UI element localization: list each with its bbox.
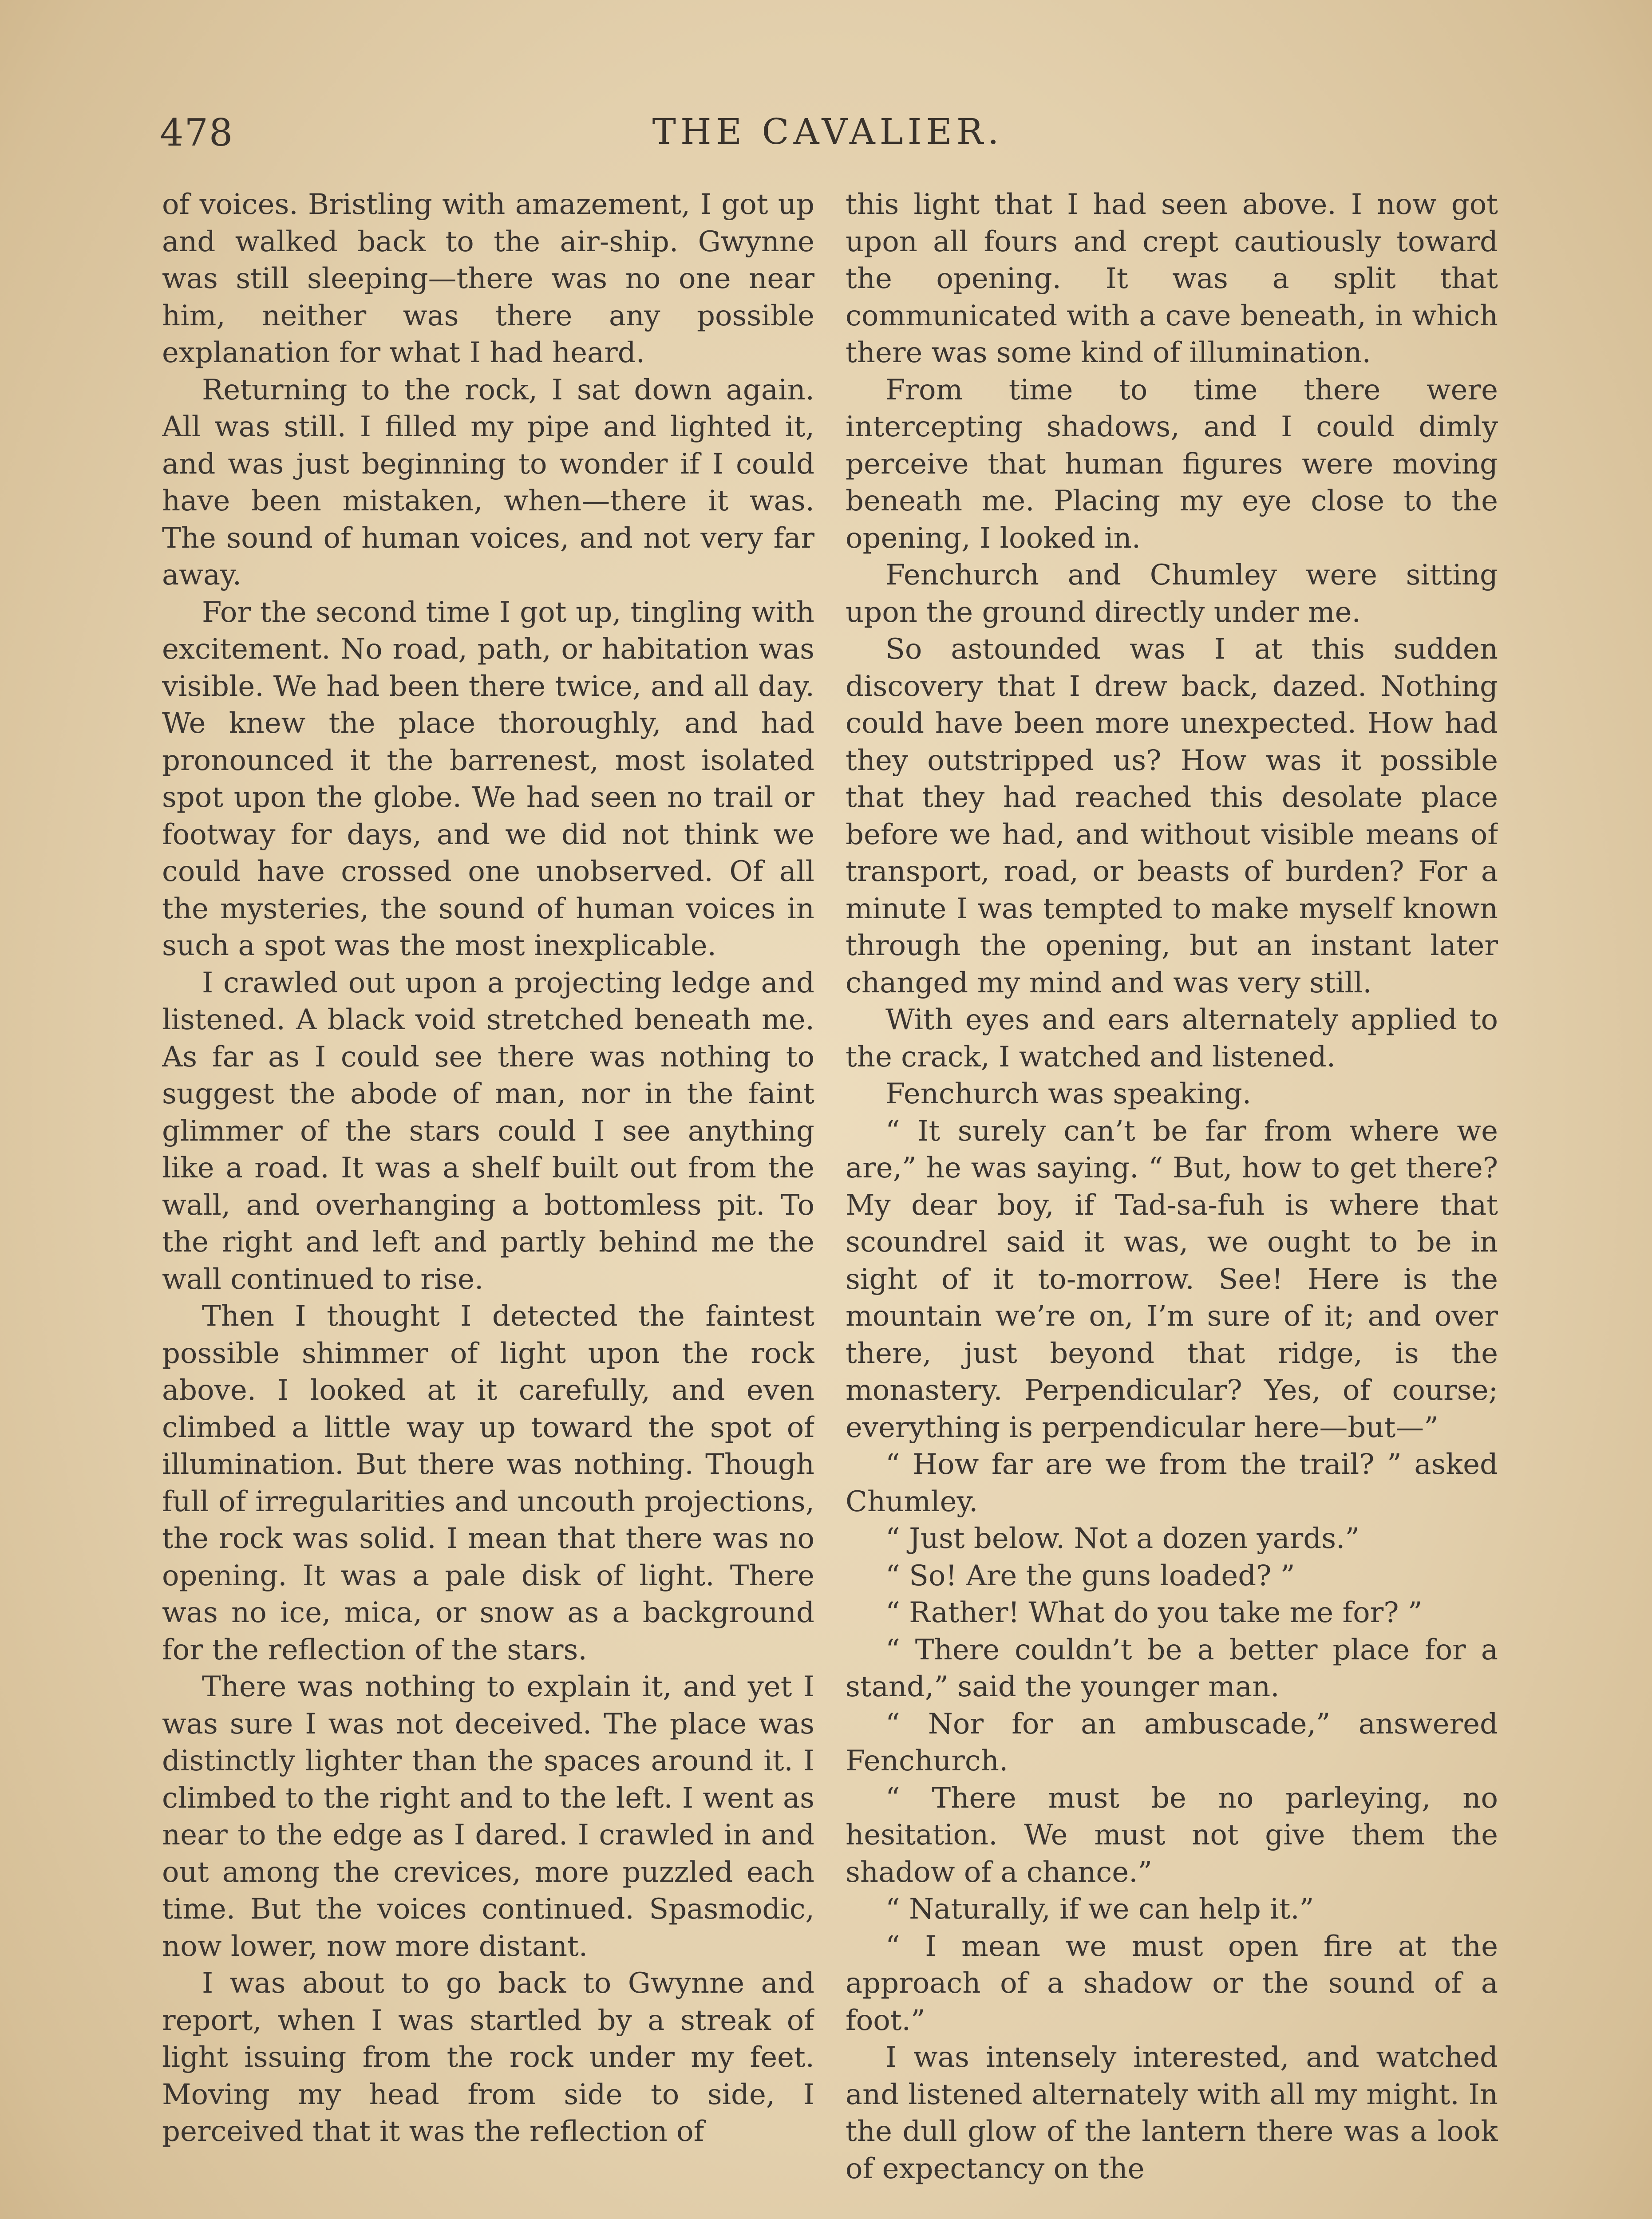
paragraph: “ I mean we must open fire at the approach of a shadow or the sound of a foot.” bbox=[846, 1930, 1498, 2037]
left-column bbox=[162, 186, 814, 2219]
paragraph: I was about to go back to Gwynne and report, when I was startled by a streak of light issuing from the rock under my feet. Moving my head from side to side, I perceived that it was the reflection of bbox=[162, 1967, 814, 2148]
paragraph: “ How far are we from the trail? ” asked Chumley. bbox=[846, 1448, 1498, 1518]
paragraph: Returning to the rock, I sat down again. All was still. I filled my pipe and lighted it, and was just beginning to wonder if I could have been mistaken, when—there it was. The sound of human voices, and not very far away. bbox=[162, 373, 814, 592]
paragraph: Then I thought I detected the faintest possible shimmer of light upon the rock above. I looked at it carefully, and even climbed a little way up toward the spot of illumination. But there was nothing. Though full of irregularities and uncouth projections, the rock was solid. I mean that there was no opening. It was a pale disk of light. There was no ice, mica, or snow as a background for the reflection of the stars. bbox=[162, 1300, 814, 1666]
paragraph: “ There must be no parleying, no hesitation. We must not give them the shadow of a chance.” bbox=[846, 1781, 1498, 1889]
paragraph: “ So! Are the guns loaded? ” bbox=[885, 1559, 1295, 1592]
paragraph: of voices. Bristling with amazement, I got up and walked back to the air-ship. Gwynne was still sleeping—there was no one near him, neither was there any possible explanation for what I had heard. bbox=[162, 188, 814, 369]
paragraph: So astounded was I at this sudden discovery that I drew back, dazed. Nothing could have been more unexpected. How had they outstripped us? How was it possible that they had reached this desolate place before we had, and without visible means of transport, road, or beasts of burden? For a minute I was tempted to make myself known through the opening, but an instant later changed my mind and was very still. bbox=[846, 633, 1498, 999]
paragraph: With eyes and ears alternately applied to the crack, I watched and listened. bbox=[846, 1003, 1498, 1074]
paragraph: “ There couldn’t be a better place for a stand,” said the younger man. bbox=[846, 1633, 1498, 1703]
paragraph: I was intensely interested, and watched and listened alternately with all my might. In the dull glow of the lantern there was a look of expectancy on the bbox=[846, 2041, 1498, 2185]
paragraph: this light that I had seen above. I now got upon all fours and crept cautiously toward the opening. It was a split that communicated with a cave beneath, in which there was some kind of illumination. bbox=[846, 188, 1498, 369]
paragraph: “ Rather! What do you take me for? ” bbox=[885, 1596, 1423, 1629]
paragraph: From time to time there were intercepting shadows, and I could dimly perceive that human figures were moving beneath me. Placing my eye close to the opening, I looked in. bbox=[846, 373, 1498, 555]
paragraph: “ Just below. Not a dozen yards.” bbox=[885, 1522, 1360, 1555]
paragraph: “ Nor for an ambuscade,” answered Fenchurch. bbox=[846, 1707, 1498, 1777]
paragraph: Fenchurch and Chumley were sitting upon the ground directly under me. bbox=[846, 559, 1498, 629]
page-number: 478 bbox=[160, 111, 234, 154]
running-head bbox=[160, 111, 1496, 164]
journal-title: THE CAVALIER. bbox=[652, 111, 1004, 152]
paragraph: There was nothing to explain it, and yet I was sure I was not deceived. The place was distinctly lighter than the spaces around it. I climbed to the right and to the left. I went as near to the edge as I dared. I crawled in and out among the crevices, more puzzled each time. But the voices continued. Spasmodic, now lower, now more distant. bbox=[162, 1670, 814, 1963]
paragraph: I crawled out upon a projecting ledge and listened. A black void stretched beneath me. As far as I could see there was nothing to suggest the abode of man, nor in the faint glimmer of the stars could I see anything like a road. It was a shelf built out from the wall, and overhanging a bottomless pit. To the right and left and partly behind me the wall continued to rise. bbox=[162, 966, 814, 1296]
paragraph: “ It surely can’t be far from where we are,” he was saying. “ But, how to get there? My dear boy, if Tad-sa-fuh is where that scoundrel said it was, we ought to be in sight of it to-morrow. See! Here is the mountain we’re on, I’m sure of it; and over there, just beyond that ridge, is the monastery. Perpendicular? Yes, of course; everything is perpendicular here—but—” bbox=[846, 1114, 1498, 1444]
right-column bbox=[846, 186, 1498, 2219]
paragraph: Fenchurch was speaking. bbox=[885, 1078, 1252, 1110]
paragraph: For the second time I got up, tingling with excitement. No road, path, or habitation was visible. We had been there twice, and all day. We knew the place thoroughly, and had pronounced it the barrenest, most isolated spot upon the globe. We had seen no trail or footway for days, and we did not think we could have crossed one unobserved. Of all the mysteries, the sound of human voices in such a spot was the most inexplicable. bbox=[162, 596, 814, 962]
paragraph: “ Naturally, if we can help it.” bbox=[885, 1893, 1314, 1926]
